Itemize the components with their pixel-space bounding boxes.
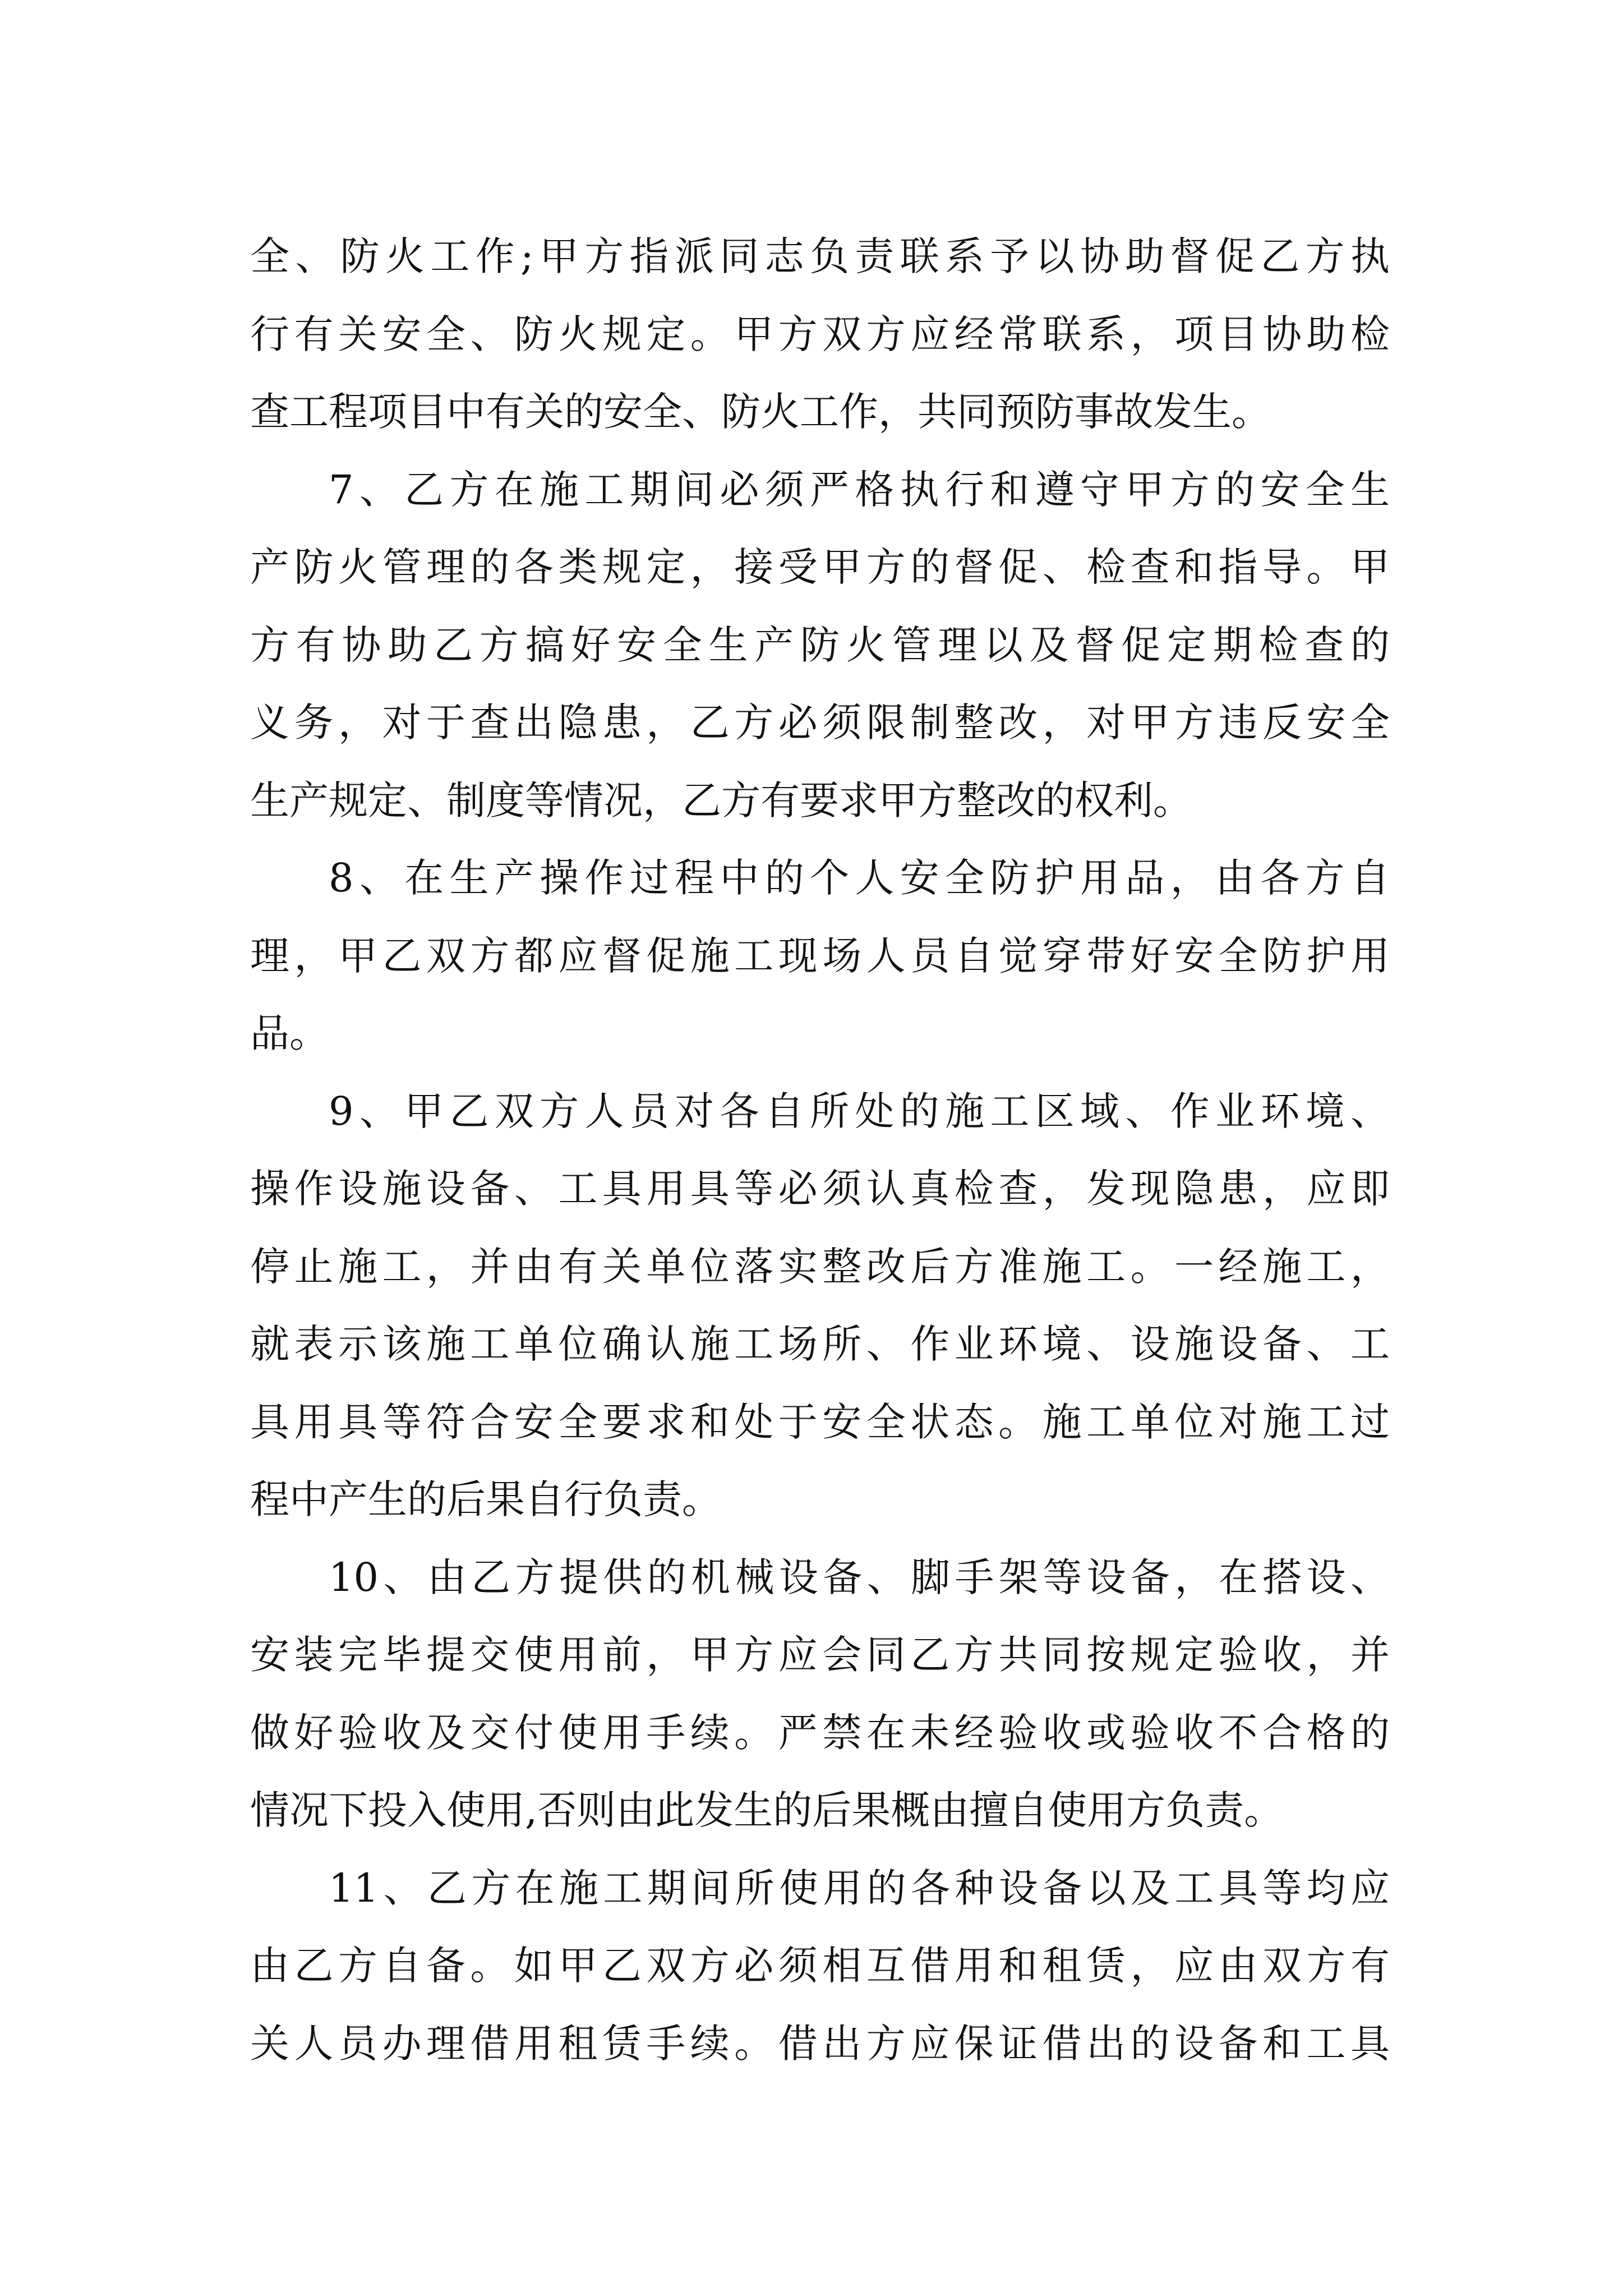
paragraph-line: 情况下投入使用,否则由此发生的后果概由擅自使用方负责。 [250, 1787, 1284, 1833]
paragraph-line: 品。 [250, 1010, 329, 1056]
paragraph-line: 具用具等符合安全要求和处于安全状态。施工单位对施工过 [250, 1398, 1390, 1445]
paragraph-line: 操作设施设备、工具用具等必须认真检查，发现隐患，应即 [250, 1166, 1390, 1212]
paragraph-line: 8、在生产操作过程中的个人安全防护用品，由各方自 [329, 855, 1390, 901]
paragraph-line: 程中产生的后果自行负责。 [250, 1476, 721, 1522]
paragraph-line: 9、甲乙双方人员对各自所处的施工区域、作业环境、 [329, 1088, 1390, 1134]
paragraph-line: 7、乙方在施工期间必须严格执行和遵守甲方的安全生 [329, 466, 1390, 513]
paragraph-line: 全、防火工作;甲方指派同志负责联系予以协助督促乙方执 [250, 233, 1390, 279]
paragraph-line: 11、乙方在施工期间所使用的各种设备以及工具等均应 [329, 1865, 1390, 1911]
paragraph-line: 关人员办理借用租赁手续。借出方应保证借出的设备和工具 [250, 2020, 1390, 2067]
document-body [250, 218, 1390, 2082]
paragraph-line: 做好验收及交付使用手续。严禁在未经验收或验收不合格的 [250, 1709, 1390, 1756]
paragraph-line: 理，甲乙双方都应督促施工现场人员自觉穿带好安全防护用 [250, 932, 1390, 979]
paragraph-line: 10、由乙方提供的机械设备、脚手架等设备，在搭设、 [329, 1554, 1390, 1600]
paragraph-line: 由乙方自备。如甲乙双方必须相互借用和租赁，应由双方有 [250, 1943, 1390, 1989]
paragraph-line: 就表示该施工单位确认施工场所、作业环境、设施设备、工 [250, 1321, 1390, 1367]
paragraph-line: 停止施工，并由有关单位落实整改后方准施工。一经施工， [250, 1243, 1390, 1290]
paragraph-line: 义务，对于查出隐患，乙方必须限制整改，对甲方违反安全 [250, 700, 1390, 746]
paragraph-line: 行有关安全、防火规定。甲方双方应经常联系，项目协助检 [250, 311, 1390, 357]
paragraph-line: 查工程项目中有关的安全、防火工作，共同预防事故发生。 [250, 389, 1271, 435]
paragraph-line: 产防火管理的各类规定，接受甲方的督促、检查和指导。甲 [250, 544, 1390, 590]
paragraph-line: 安装完毕提交使用前，甲方应会同乙方共同按规定验收，并 [250, 1632, 1390, 1678]
paragraph-line: 方有协助乙方搞好安全生产防火管理以及督促定期检查的 [250, 622, 1390, 668]
paragraph-line: 生产规定、制度等情况，乙方有要求甲方整改的权利。 [250, 777, 1192, 823]
